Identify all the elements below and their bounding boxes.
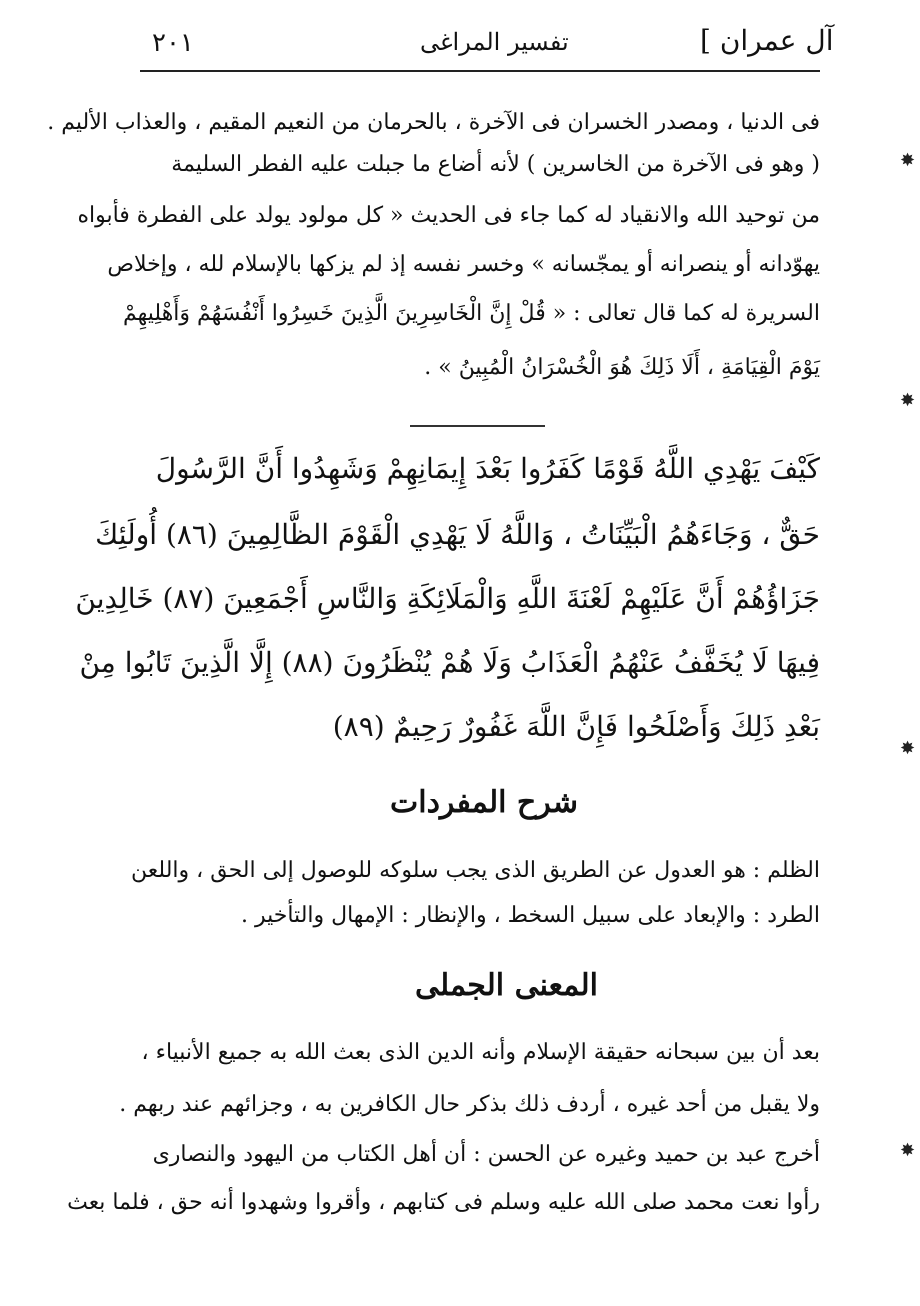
scan-speck: ✸ — [900, 738, 916, 759]
scan-speck: ✸ — [900, 1140, 916, 1161]
intro-line: ( وهو فى الآخرة من الخاسرين ) لأنه أضاع ما جبلت عليه الفطر السليمة — [171, 152, 820, 177]
verse-line: جَزَاؤُهُمْ أَنَّ عَلَيْهِمْ لَعْنَةَ اللَّهِ وَالْمَلَائِكَةِ وَالنَّاسِ أَجْمَعِينَ (٨٧) خَالِدِينَ — [75, 582, 820, 615]
vocab-line: الظلم : هو العدول عن الطريق الذى يجب سلوكه للوصول إلى الحق ، واللعن — [131, 858, 820, 883]
verse-line: كَيْفَ يَهْدِي اللَّهُ قَوْمًا كَفَرُوا بَعْدَ إِيمَانِهِمْ وَشَهِدُوا أَنَّ الرَّسُولَ — [155, 452, 820, 485]
vocab-heading: شرح المفردات — [390, 785, 578, 820]
verse-line: حَقٌّ ، وَجَاءَهُمُ الْبَيِّنَاتُ ، وَاللَّهُ لَا يَهْدِي الْقَوْمَ الظَّالِمِينَ (٨٦) أُولَئِكَ — [95, 518, 820, 551]
intro-line: يَوْمَ الْقِيَامَةِ ، أَلَا ذَلِكَ هُوَ الْخُسْرَانُ الْمُبِينُ » . — [424, 355, 820, 380]
intro-line: السريرة له كما قال تعالى : « قُلْ إِنَّ الْخَاسِرِينَ الَّذِينَ خَسِرُوا أَنْفُسَهُمْ وَأَهْلِيهِمْ — [123, 301, 820, 326]
verse-line: فِيهَا لَا يُخَفَّفُ عَنْهُمُ الْعَذَابُ وَلَا هُمْ يُنْظَرُونَ (٨٨) إِلَّا الَّذِينَ تَابُوا مِنْ — [79, 646, 820, 679]
intro-line: من توحيد الله والانقياد له كما جاء فى الحديث « كل مولود يولد على الفطرة فأبواه — [77, 203, 820, 228]
header-rule — [140, 70, 820, 72]
scan-speck: ✸ — [900, 150, 916, 171]
intro-line: فى الدنيا ، ومصدر الخسران فى الآخرة ، بالحرمان من النعيم المقيم ، والعذاب الأليم . — [47, 110, 820, 135]
meaning-line: أخرج عبد بن حميد وغيره عن الحسن : أن أهل الكتاب من اليهود والنصارى — [152, 1142, 820, 1167]
surah-name: آل عمران ] — [700, 24, 834, 57]
page-number: ٢٠١ — [152, 28, 194, 58]
meaning-heading: المعنى الجملى — [415, 968, 598, 1003]
meaning-line: رأوا نعت محمد صلى الله عليه وسلم فى كتابهم ، وأقروا وشهدوا أنه حق ، فلما بعث — [67, 1190, 820, 1215]
scan-speck: ✸ — [900, 390, 916, 411]
meaning-line: بعد أن بين سبحانه حقيقة الإسلام وأنه الدين الذى بعث الله به جميع الأنبياء ، — [141, 1040, 820, 1065]
vocab-line: الطرد : والإبعاد على سبيل السخط ، والإنظار : الإمهال والتأخير . — [240, 903, 820, 928]
meaning-line: ولا يقبل من أحد غيره ، أردف ذلك بذكر حال الكافرين به ، وجزائهم عند ربهم . — [119, 1092, 820, 1117]
intro-line: يهوّدانه أو ينصرانه أو يمجّسانه » وخسر نفسه إذ لم يزكها بالإسلام لله ، وإخلاص — [107, 252, 820, 277]
verse-line: بَعْدِ ذَلِكَ وَأَصْلَحُوا فَإِنَّ اللَّهَ غَفُورٌ رَحِيمٌ (٨٩) — [332, 710, 820, 743]
book-title: تفسير المراغى — [420, 28, 569, 56]
section-separator — [410, 425, 545, 427]
